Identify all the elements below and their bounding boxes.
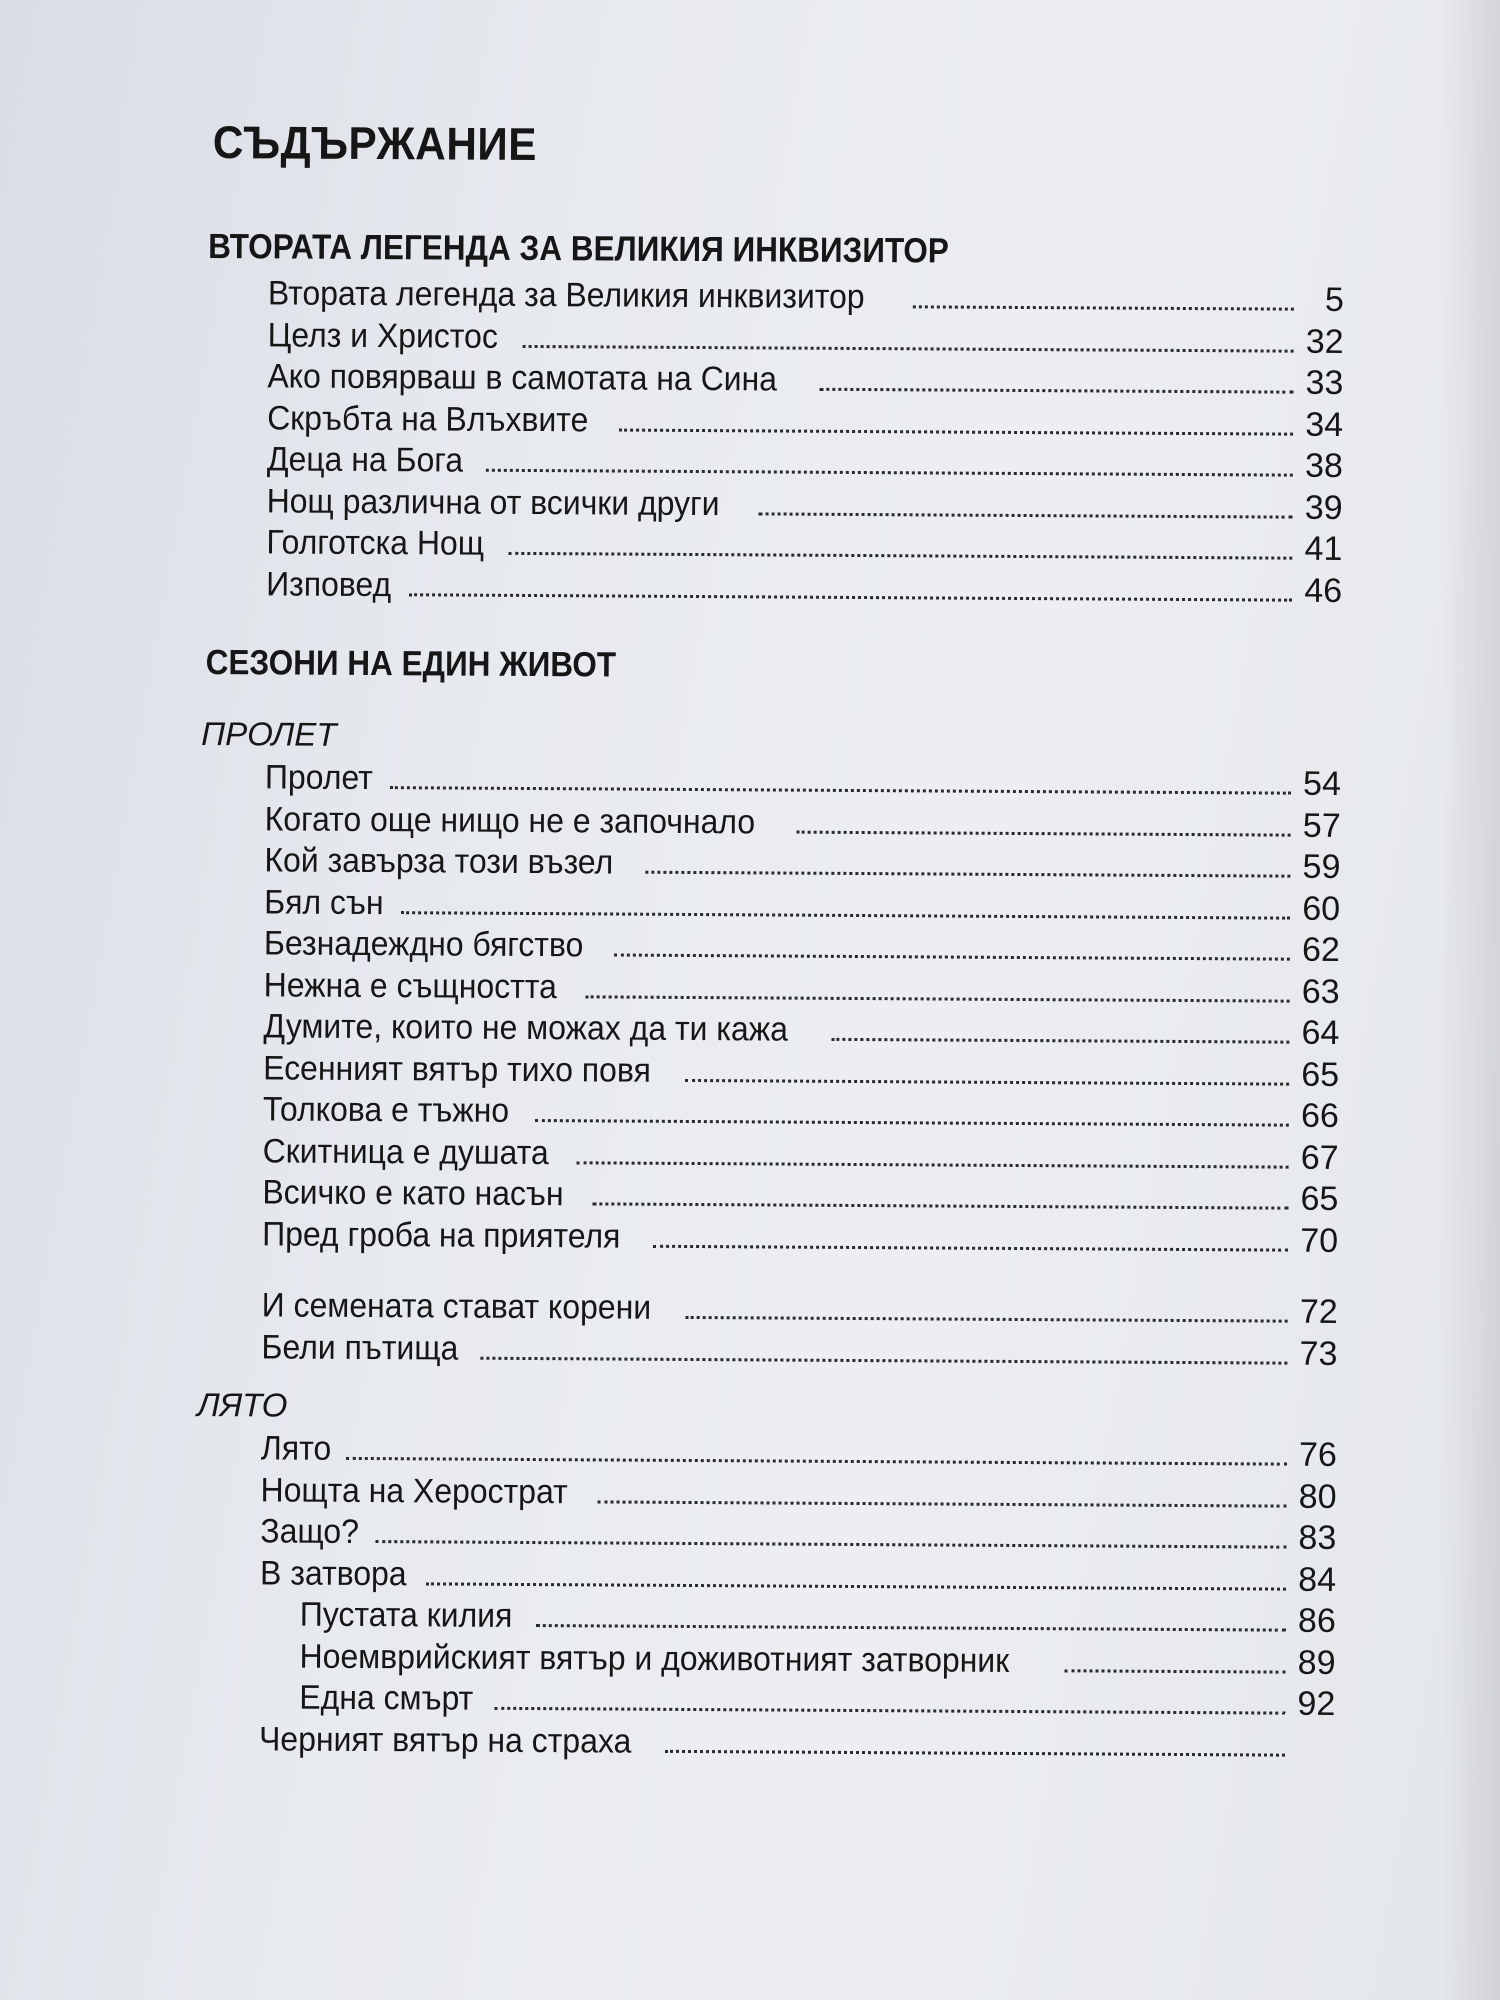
dot-leader <box>645 871 1290 878</box>
toc-entry <box>203 356 1343 404</box>
dot-leader <box>586 995 1290 1002</box>
entry-title: Бели пътища <box>261 1327 459 1368</box>
entry-page: 41 <box>1304 529 1343 568</box>
section-title: СЕЗОНИ НА ЕДИН ЖИВОТ <box>205 643 617 685</box>
entry-title: Пролет <box>264 758 373 798</box>
subsection-title: ЛЯТО <box>197 1385 288 1424</box>
entry-title: Пред гроба на приятеля <box>262 1214 621 1256</box>
dot-leader <box>614 954 1290 961</box>
toc-entry <box>200 881 1340 929</box>
toc-entry <box>204 314 1344 362</box>
entry-page: 39 <box>1304 488 1343 527</box>
entry-page: 62 <box>1301 930 1341 969</box>
toc-entry <box>203 439 1343 487</box>
dot-leader <box>494 1707 1285 1715</box>
toc-entry <box>199 1089 1339 1137</box>
dot-leader <box>535 1119 1289 1127</box>
entry-page: 73 <box>1299 1334 1338 1373</box>
toc-entry <box>202 522 1342 570</box>
dot-leader <box>665 1749 1285 1756</box>
toc-entry <box>201 757 1341 805</box>
entry-title: Черният вятър на страха <box>258 1719 632 1761</box>
entry-title: Всичко е като насън <box>262 1173 564 1214</box>
entry-page: 65 <box>1300 1179 1339 1218</box>
dot-leader <box>758 512 1292 518</box>
entry-page: 59 <box>1302 847 1341 886</box>
entry-title: Деца на Бога <box>266 440 464 480</box>
entry-page: 5 <box>1324 280 1345 319</box>
dot-leader <box>913 305 1294 310</box>
dot-leader <box>375 1540 1286 1549</box>
dot-leader <box>686 1316 1288 1323</box>
toc-entry <box>196 1552 1336 1600</box>
entry-title: Изповед <box>266 564 392 604</box>
entry-page: 64 <box>1301 1013 1340 1052</box>
dot-leader <box>619 428 1293 435</box>
entry-title: Скитница е душата <box>262 1131 549 1172</box>
dot-leader <box>686 1078 1290 1085</box>
dot-leader <box>481 1356 1288 1364</box>
entry-page: 38 <box>1304 446 1343 485</box>
page-title: СЪДЪРЖАНИЕ <box>212 116 538 171</box>
entry-title: Бял сън <box>264 882 384 922</box>
entry-page: 67 <box>1300 1138 1339 1177</box>
toc-entry <box>198 1285 1338 1333</box>
entry-page: 65 <box>1301 1055 1340 1094</box>
entry-page: 33 <box>1305 363 1344 402</box>
entry-title: Нощта на Херострат <box>260 1470 568 1511</box>
entry-title: Нежна е същността <box>263 965 557 1006</box>
toc-entry <box>203 480 1343 528</box>
entry-title: Ако повярваш в самотата на Сина <box>267 357 778 399</box>
entry-title: Защо? <box>260 1512 360 1551</box>
toc-entry <box>200 923 1340 971</box>
dot-leader <box>819 388 1293 394</box>
toc-entry <box>198 1172 1338 1220</box>
entry-title: Толкова е тъжно <box>262 1090 510 1130</box>
entry-title: Безнадеждно бягство <box>263 924 584 965</box>
entry-title: Лято <box>260 1429 332 1468</box>
entry-page: 83 <box>1298 1518 1337 1557</box>
toc-entry <box>202 563 1342 611</box>
entry-page: 63 <box>1301 972 1340 1011</box>
dot-leader <box>486 469 1293 477</box>
entry-page: 60 <box>1302 889 1341 928</box>
subsection-title: ПРОЛЕТ <box>201 714 337 753</box>
entry-title: Голготска Нощ <box>266 523 485 563</box>
dot-leader <box>597 1500 1286 1507</box>
entry-title: И семената стават корени <box>261 1286 652 1327</box>
entry-page: 76 <box>1298 1435 1337 1474</box>
entry-title: Кой завърза този възел <box>264 841 614 882</box>
dot-leader <box>346 1457 1287 1466</box>
entry-title: Втората легенда за Великия инквизитор <box>267 274 865 317</box>
entry-title: Пустата килия <box>299 1595 513 1635</box>
entry-page: 57 <box>1302 806 1341 845</box>
entry-page: 54 <box>1302 764 1342 803</box>
entry-page: 72 <box>1299 1292 1338 1331</box>
page-fold-shadow <box>1440 0 1500 2000</box>
entry-page: 34 <box>1305 405 1344 444</box>
entry-page: 32 <box>1305 322 1344 361</box>
toc-entry <box>200 964 1340 1012</box>
dot-leader <box>536 1624 1286 1632</box>
dot-leader <box>523 344 1294 352</box>
toc-entry <box>195 1718 1335 1766</box>
toc-entry <box>197 1428 1337 1476</box>
toc-entry <box>203 397 1343 445</box>
toc-entry <box>196 1469 1336 1517</box>
toc-entry <box>195 1677 1335 1725</box>
toc-entry <box>197 1326 1337 1374</box>
entry-page: 84 <box>1298 1560 1337 1599</box>
dot-leader <box>796 830 1290 836</box>
dot-leader <box>593 1202 1289 1209</box>
entry-title: Скръбта на Влъхвите <box>267 398 589 439</box>
entry-page: 89 <box>1297 1643 1336 1682</box>
entry-page: 92 <box>1297 1684 1336 1723</box>
entry-title: Когато още нищо не е започнало <box>264 799 756 841</box>
toc-entry <box>195 1635 1335 1683</box>
entry-title: Една смърт <box>299 1678 474 1718</box>
toc-entry <box>196 1511 1336 1559</box>
dot-leader <box>508 552 1292 560</box>
toc-entry <box>204 273 1344 321</box>
dot-leader <box>409 593 1292 601</box>
entry-page: 70 <box>1300 1221 1339 1260</box>
dot-leader <box>831 1038 1289 1044</box>
toc-entry <box>199 1006 1339 1054</box>
entry-title: Думите, които не можах да ти кажа <box>263 1007 789 1049</box>
entry-title: Есенният вятър тихо повя <box>263 1048 651 1090</box>
entry-page: 86 <box>1297 1601 1336 1640</box>
section-title: ВТОРАТА ЛЕГЕНДА ЗА ВЕЛИКИЯ ИНКВИЗИТОР <box>208 227 950 271</box>
dot-leader <box>577 1161 1289 1168</box>
toc-entry <box>200 840 1340 888</box>
dot-leader <box>653 1244 1288 1251</box>
entry-title: Нощ различна от всички други <box>266 481 720 523</box>
dot-leader <box>390 786 1291 795</box>
entry-title: В затвора <box>259 1553 407 1593</box>
toc-entry <box>201 798 1341 846</box>
entry-page: 80 <box>1298 1477 1337 1516</box>
entry-page: 46 <box>1304 571 1343 610</box>
toc-entry <box>199 1047 1339 1095</box>
toc-entry <box>199 1130 1339 1178</box>
entry-title: Ноемврийският вятър и доживотният затворник <box>299 1637 1010 1680</box>
dot-leader <box>401 911 1290 919</box>
dot-leader <box>426 1582 1286 1590</box>
table-of-contents <box>195 115 1345 1767</box>
toc-entry <box>196 1594 1336 1642</box>
toc-entry <box>198 1213 1338 1261</box>
entry-page: 66 <box>1300 1096 1340 1135</box>
entry-title: Целз и Христос <box>267 315 499 356</box>
dot-leader <box>1064 1669 1285 1673</box>
